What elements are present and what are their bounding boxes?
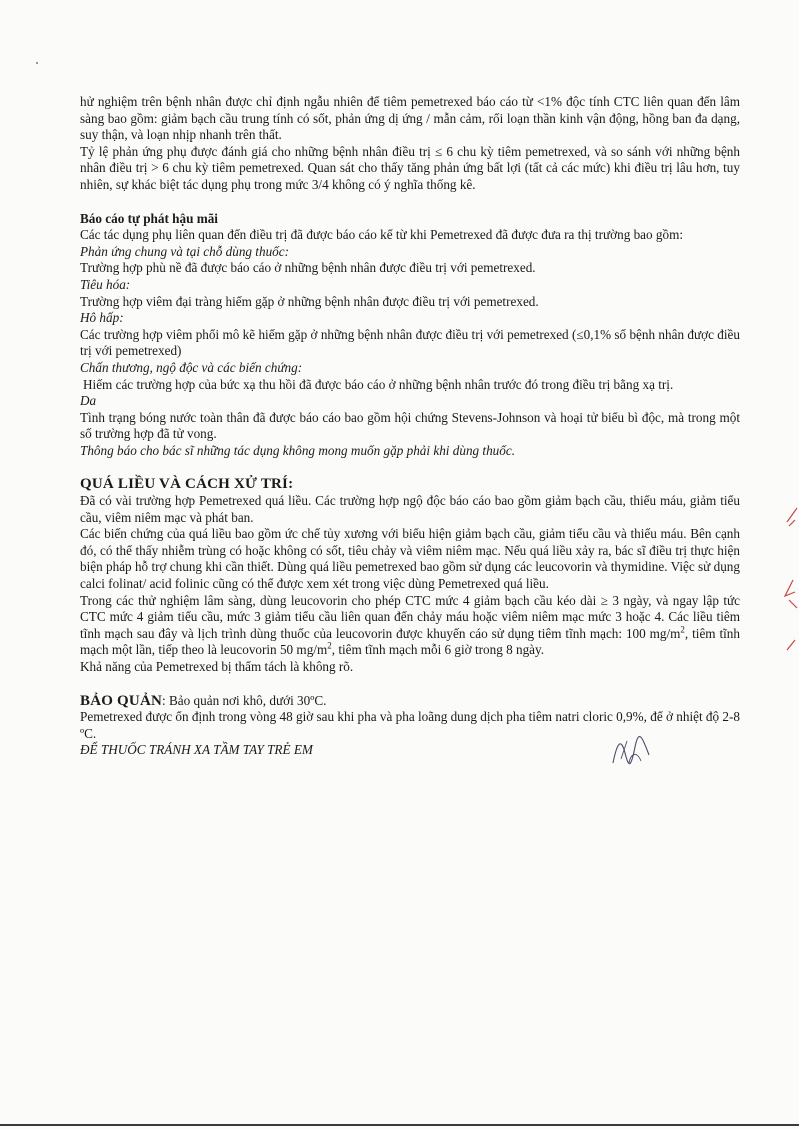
adverse-notice: Thông báo cho bác sĩ những tác dụng không mong muốn gặp phải khi dùng thuốc. — [80, 442, 516, 458]
red-stamp-edge-icon — [783, 500, 799, 660]
scan-speck — [36, 62, 38, 64]
overdose-p3-part-b: , tiêm tĩnh mạch một lần, tiếp theo là leucovorin 50 mg/m — [80, 625, 740, 658]
injury-title: Chấn thương, ngộ độc và các biến chứng: — [80, 359, 303, 375]
gi-text: Trường hợp viêm đại tràng hiếm gặp ở những bệnh nhân được điều trị với pemetrexed. — [80, 293, 539, 309]
overdose-paragraph-3 — [80, 593, 740, 659]
postmarketing-heading: Báo cáo tự phát hậu mãi — [80, 210, 218, 226]
storage-label: BẢO QUẢN — [80, 692, 163, 709]
overdose-paragraph-2: Các biến chứng của quá liều bao gồm ức chế tủy xương với biểu hiện giảm bạch cầu, giảm tiểu cầu và thiếu máu. Bên cạnh đó, có thể thấy nhiễm trùng có hoặc không có sốt, tiêu chảy và viêm niêm mạc. Nếu quá liều xảy ra, bác sĩ điều trị thực hiện biện pháp hỗ trợ chung khi cần thiết. Dùng quá liều pemetrexed bao gồm sử dụng các leucovorin và thymidine. Việc sử dụng calci folinat/ acid folinic cũng có thể được xem xét trong việc dùng Pemetrexed quá liều. — [80, 526, 740, 592]
gi-title: Tiêu hóa: — [80, 276, 131, 292]
respiratory-title: Hô hấp: — [80, 310, 124, 326]
overdose-p3-part-c: , tiêm tĩnh mạch mỗi 6 giờ trong 8 ngày. — [331, 642, 545, 658]
skin-text: Tình trạng bóng nước toàn thân đã được báo cáo bao gồm hội chứng Stevens-Johnson và hoại tử biểu bì độc, mà trong một số trường hợp đã tử vong. — [80, 409, 740, 442]
respiratory-text: Các trường hợp viêm phổi mô kẽ hiếm gặp ở những bệnh nhân được điều trị với pemetrexed (≤0,1% số bệnh nhân được điều trị với pemetrexed) — [80, 326, 740, 359]
keep-away-warning: ĐỂ THUỐC TRÁNH XA TẦM TAY TRẺ EM — [80, 742, 313, 758]
injury-text: Hiếm các trường hợp của bức xạ thu hồi đã được báo cáo ở những bệnh nhân trước đó trong điều trị bằng xạ trị. — [83, 376, 674, 392]
skin-title: Da — [80, 393, 97, 409]
storage-line — [80, 693, 740, 710]
general-reactions-title: Phản ứng chung và tại chỗ dùng thuốc: — [80, 243, 289, 259]
superscript-2: 2 — [680, 624, 685, 635]
overdose-paragraph-1: Đã có vài trường hợp Pemetrexed quá liều. Các trường hợp ngộ độc báo cáo bao gồm giảm bạch cầu, thiếu máu, giảm tiểu cầu, viêm niêm mạc và phát ban. — [80, 493, 740, 525]
general-reactions-text: Trường hợp phù nề đã được báo cáo ở những bệnh nhân được điều trị với pemetrexed. — [80, 260, 536, 276]
superscript-2: 2 — [327, 641, 332, 652]
intro-paragraph-2: Tỷ lệ phản ứng phụ được đánh giá cho những bệnh nhân điều trị ≤ 6 chu kỳ tiêm pemetrexed, và so sánh với những bệnh nhân điều trị > 6 chu kỳ tiêm pemetrexed. Quan sát cho thấy tăng phản ứng bất lợi (tất cả các mức) khi điều trị lâu hơn, tuy nhiên, sự khác biệt tác dụng phụ trong mức 3/4 không có ý nghĩa thống kê. — [80, 143, 740, 192]
storage-paragraph-2: Pemetrexed được ổn định trong vòng 48 giờ sau khi pha và pha loãng dung dịch pha tiêm natri cloric 0,9%, để ở nhiệt độ 2-8 ºC. — [80, 709, 740, 741]
storage-text: : Bảo quản nơi khô, dưới 30ºC. — [162, 692, 327, 708]
overdose-p3-part-a: Trong các thử nghiệm lâm sàng, dùng leucovorin cho phép CTC mức 4 giảm bạch cầu kéo dài ≥ 3 ngày, và ngay lập tức CTC mức 4 giảm tiểu cầu, mức 3 giảm tiểu cầu liên quan đến chảy máu hoặc viêm niêm mạc mức 3 hoặc 4. Các liều tiêm tĩnh mạch sau đây và lịch trình dùng thuốc của leucovorin được khuyến cáo sử dụng tiêm tĩnh mạch: 100 mg/m — [80, 592, 740, 641]
document-page — [80, 94, 740, 759]
postmarketing-intro: Các tác dụng phụ liên quan đến điều trị đã được báo cáo kể từ khi Pemetrexed đã được đưa ra thị trường bao gồm: — [80, 227, 684, 243]
intro-paragraph-1: hử nghiệm trên bệnh nhân được chỉ định ngẫu nhiên để tiêm pemetrexed báo cáo từ <1% độc tính CTC liên quan đến lâm sàng bao gồm: giảm bạch cầu trung tính có sốt, phản ứng dị ứng / mẫn cảm, rối loạn thần kinh vận động, hồng ban đa dạng, suy thận, và loạn nhịp nhanh trên thất. — [80, 94, 740, 143]
overdose-heading: QUÁ LIỀU VÀ CÁCH XỬ TRÍ: — [80, 476, 294, 493]
bottom-scan-edge — [0, 1124, 799, 1126]
overdose-paragraph-4: Khả năng của Pemetrexed bị thẩm tách là không rõ. — [80, 659, 354, 674]
